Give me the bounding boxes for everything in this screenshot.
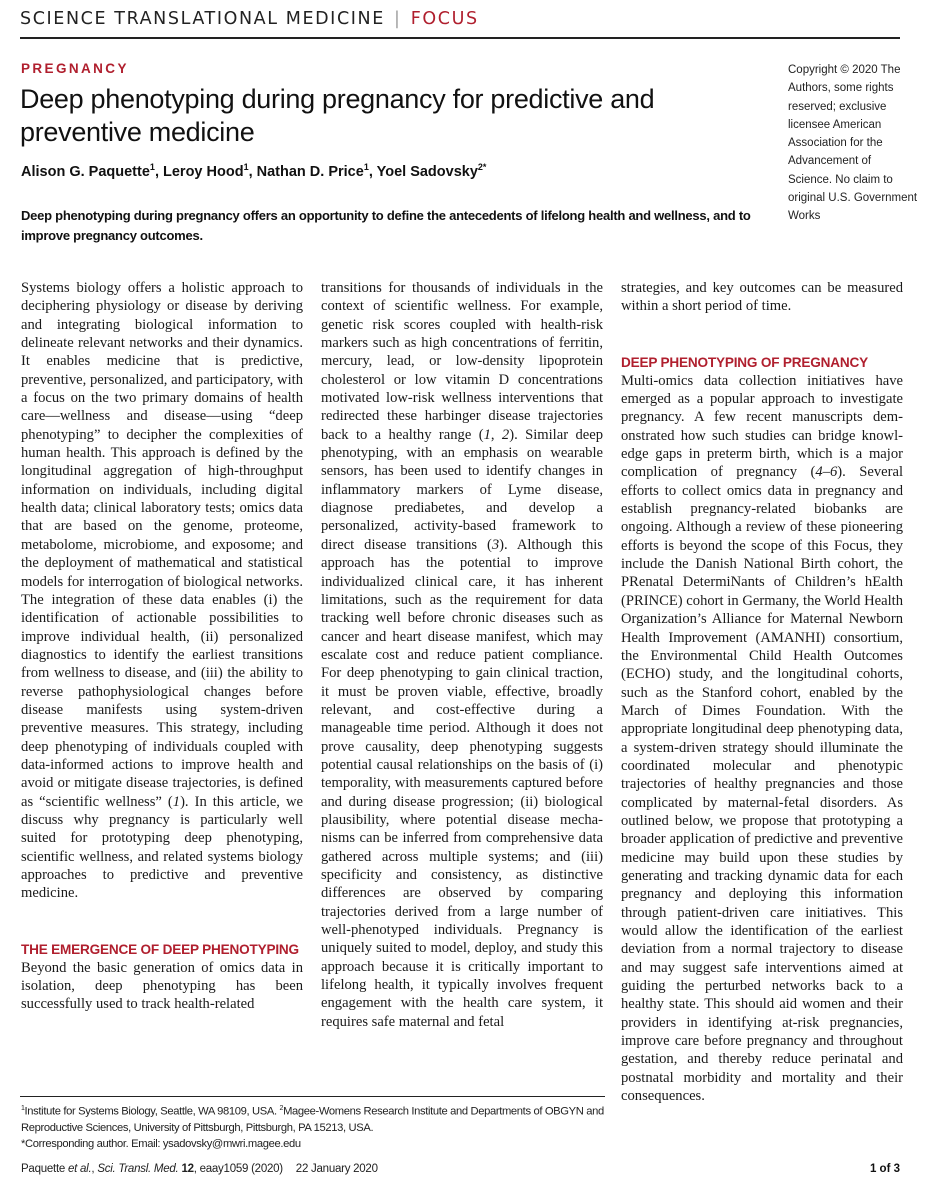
copyright-notice: Copyright © 2020 The Authors, some rights reserved; exclusive licensee American Association for the Advancement of Science. No claim to original U.S. Government Works xyxy=(788,64,918,223)
author-list: Alison G. Paquette$^1$, Leroy Hood$^1$, Nathan D. Price$^1$, Yoel Sadovsky$^{2*}$ xyxy=(21,162,487,180)
reference-link[interactable]: 1 xyxy=(172,793,181,810)
author[interactable]: Nathan D. Price$^1$ xyxy=(256,162,369,180)
author[interactable]: Yoel Sadovsky$^{2*}$ xyxy=(376,162,487,180)
footnote-rule xyxy=(20,1096,605,1097)
body-column-2 xyxy=(321,279,603,1031)
reference-link[interactable]: 3 xyxy=(491,536,500,553)
publication-date: 22 January 2020 xyxy=(295,1163,378,1175)
author[interactable]: Leroy Hood$^1$ xyxy=(163,162,249,180)
body-column-1 xyxy=(21,279,303,1014)
header-separator: | xyxy=(394,9,402,29)
journal-header xyxy=(20,9,900,29)
article-kicker: PREGNANCY xyxy=(21,61,129,76)
body-paragraph: Beyond the basic generation of omics data in isolation, deep phenotyping has been successfully used to track health-related xyxy=(21,959,303,1013)
body-paragraph: Systems biology offers a holistic approach to deciphering physiology or disease by deriving and integrating biological information to delineate relevant networks and their dynamics. It enables medicine that is predictive, preventive, personalized, and participatory, with a focus on the two primary domains of health care—wellness and disease—using “deep phenotyping” to decipher the complexities of human health. This approach is defined by the longitudinal aggregation of high-throughput information on individuals, including digital health data; clinical laboratory tests; omics data that are based on the genome, proteome, metabolome, microbiome, and exposome; and the deployment of mathematical and statistical models for interrogation of biological networks. The integration of these data enables (i) the identification of actionable possibilities to improve individual health, (ii) personalized diagnostics to identify the earliest transitions from wellness to disease, and (iii) the ability to reverse pathophysiological changes before disease manifests using system-driven preventive measures. This strategy, including deep phenotyping of individuals coupled with data-informed actions to improve health and avoid or mitigate disease trajectories, is defined as “scientific wellness” (1). In this article, we discuss why pregnancy is particularly well suited for prototyping deep phenotyping, scientific wellness, and related systems biology approaches to predictive and preventive medicine. xyxy=(21,280,303,902)
page-number: 1 of 3 xyxy=(869,1163,900,1175)
journal-name: SCIENCE TRANSLATIONAL MEDICINE xyxy=(20,9,385,29)
reference-link[interactable]: 1 xyxy=(483,426,491,443)
reference-link[interactable]: 2 xyxy=(501,426,510,443)
section-heading: DEEP PHENOTYPING OF PREGNANCY xyxy=(621,354,868,370)
header-rule xyxy=(20,37,900,39)
body-column-3 xyxy=(621,279,903,1105)
reference-link[interactable]: 4–6 xyxy=(815,464,838,481)
body-paragraph: Multi-omics data collection initiatives have emerged as a popular approach to investigate pregnancy. A few recent manuscripts demonstrated how such studies can bridge knowledge gaps in preterm birth, which is a major complication of pregnancy (4–6). Several efforts to collect omics data in pregnancy and establish pregnancy-related biobanks are ongoing. Although a review of these pioneering efforts is beyond the scope of this Focus, they include the Danish National Birth cohort, the PRenatal DetermiNants of Children’s hEalth (PRINCE) cohort in Germany, the World Health Organization’s Alliance for Maternal Newborn Health Improvement (AMANHI) consortium, the Environmental Child Health Outcomes (ECHO) study, and the longitudinal cohorts, such as the Stanford cohort, enabled by the March of Dimes Foundation. With the appropriate longitudinal deep phenotyping data, a system-driven strategy should illuminate the coordinated molecular and phenotypic trajectories of healthy pregnancies and those complicated by maternal-fetal disorders. As outlined below, we propose that prototyping a broader application of predictive and preventive medicine may build upon these studies by generating and tracking dynamic data for each pregnancy and deploying this information through patient-driven care initiatives. This would allow the identification of the earliest deviation from a normal trajectory to disease and may suggest safe interventions aimed at guiding the perturbed networks back to a healthy state. This should aid women and their providers in identifying at-risk pregnancies, improve care before pregnancy and throughout gestation, and thereby reduce perinatal and postnatal morbidity and mortality and their consequences. xyxy=(621,372,903,1105)
citation-footer: Paquette et al., Sci. Transl. Med. 12, eaay1059 (2020) 22 January 2020 xyxy=(21,1163,378,1175)
article-abstract: Deep phenotyping during pregnancy offers an opportunity to define the antecedents of lifelong health and wellness, and to improve pregnancy outcomes. xyxy=(21,208,751,243)
body-paragraph: transitions for thousands of individuals in the context of scientific wellness. For example, genetic risk scores coupled with health-risk markers such as high concentrations of ferritin, mercury, lead, or low-density lipoprotein cholesterol or low vitamin D concentrations motivated low-risk wellness interventions that redirected these harbinger disease trajectories back to a healthy range (1, 2). Similar deep phenotyping, with an emphasis on wearable sensors, has been used to identify changes in inflammatory markers of Lyme disease, diagnose prediabetes, and develop a personalized, activity-based framework to direct disease transitions (3). Although this approach has the potential to improve individualized clinical care, it has inherent limitations, such as the requirement for data tracking well before chronic diseases such as cancer and heart disease manifest, which may escalate cost and reduce patient compliance. For deep phenotyping to gain clinical traction, it must be proven viable, effective, broadly relevant, and cost-effective during a manageable time period. Although it does not prove causality, deep phenotyping suggests potential causal relationships on the basis of (i) temporality, with measurements captured before and during disease progression; (ii) biological plausibility, where potential disease mechanisms can be inferred from comprehensive data gathered across multiple systems; and (iii) specificity and consistency, as distinctive differences are observed by comparing trajectories derived from a large number of well-phenotyped individuals. Pregnancy is uniquely suited to model, deploy, and study this approach because it is critically important to lifelong health, it typically involves frequent engagement with the health care system, it requires safe maternal and fetal xyxy=(321,280,604,1030)
article-title: Deep phenotyping during pregnancy for predictive and preventive medicine xyxy=(20,84,655,147)
corresponding-author[interactable]: *Corresponding author. Email: ysadovsky@mwri.magee.edu xyxy=(21,1137,301,1150)
body-paragraph: strategies, and key outcomes can be measured within a short period of time. xyxy=(621,280,903,315)
section-heading: THE EMERGENCE OF DEEP PHENOTYPING xyxy=(21,941,299,957)
article-type: FOCUS xyxy=(410,9,479,29)
affiliations: $^1$Institute for Systems Biology, Seattle, WA 98109, USA. $^2$Magee-Womens Research Institute and Departments of OBGYN and Reproductive Sciences, University of Pittsburgh, Pittsburgh, PA 15213, USA. xyxy=(21,1105,604,1134)
affiliations-footnote xyxy=(21,1101,621,1152)
author[interactable]: Alison G. Paquette$^1$ xyxy=(21,162,155,180)
